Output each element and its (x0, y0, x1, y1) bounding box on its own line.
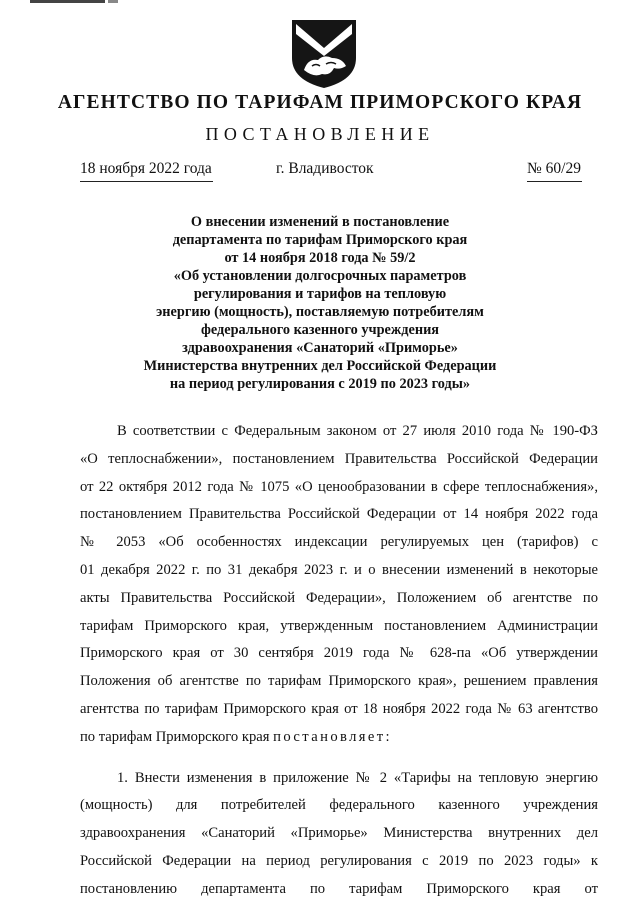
title-line: регулирования и тарифов на тепловую (193, 286, 447, 302)
paragraph-line: «О теплоснабжении», постановлением Правительства Российской Федерации (80, 450, 598, 467)
coat-of-arms-icon (290, 18, 358, 90)
paragraph-line: Положения об агентстве по тарифам Приморского края», решением правления (80, 673, 598, 690)
paragraph-line: акты Правительства Российской Федерации», Положением об агентстве по (80, 589, 598, 606)
paragraph-line: Российской Федерации на период регулирования с 2019 по 2023 годы» к (80, 852, 598, 869)
resolve-word: постановляет: (273, 728, 393, 745)
document-body (80, 418, 598, 904)
title-line: от 14 ноября 2018 года № 59/2 (224, 250, 416, 266)
agency-name: АГЕНТСТВО ПО ТАРИФАМ ПРИМОРСКОГО КРАЯ (57, 92, 583, 113)
paragraph-line: (мощность) для потребителей федерального казенного учреждения (80, 797, 598, 814)
title-line: энергию (мощность), поставляемую потребителям (156, 304, 484, 320)
title-line: здравоохранения «Санаторий «Приморье» (182, 340, 458, 356)
title-line: федерального казенного учреждения (200, 322, 440, 338)
title-line: на период регулирования с 2019 по 2023 годы» (169, 376, 471, 392)
document-date: 18 ноября 2022 года (80, 160, 212, 177)
paragraph-last-line (80, 724, 598, 752)
paragraph-gap (80, 752, 598, 765)
paragraph-line: постановлением Правительства Российской Федерации от 14 ноября 2022 года (80, 506, 598, 523)
title-line: О внесении изменений в постановление (190, 214, 450, 230)
paragraph-line: агентства по тарифам Приморского края от 18 ноября 2022 года № 63 агентство (80, 700, 598, 717)
paragraph-line: постановлению департамента по тарифам Приморского края от (80, 880, 598, 897)
title-line: «Об установлении долгосрочных параметров (173, 268, 467, 284)
resolve-prefix: по тарифам Приморского края (80, 728, 270, 745)
title-line: департамента по тарифам Приморского края (172, 232, 468, 248)
paragraph-line: здравоохранения «Санаторий «Приморье» Министерства внутренних дел (80, 825, 598, 842)
paragraph-line: № 2053 «Об особенностях индексации регулируемых цен (тарифов) с (80, 534, 598, 551)
paragraph-line: от 22 октября 2012 года № 1075 «О ценообразовании в сфере теплоснабжения», (80, 478, 598, 495)
document-title (70, 213, 570, 393)
paragraph-line: В соответствии с Федеральным законом от 27 июля 2010 года № 190-ФЗ (117, 423, 598, 439)
document-city: г. Владивосток (276, 160, 374, 177)
document-type: ПОСТАНОВЛЕНИЕ (205, 124, 435, 144)
title-line: Министерства внутренних дел Российской Федерации (143, 358, 497, 374)
date-underline (80, 181, 213, 182)
scan-artifact (30, 0, 105, 3)
paragraph-line: 1. Внести изменения в приложение № 2 «Тарифы на тепловую энергию (117, 769, 598, 786)
number-underline (527, 181, 582, 182)
paragraph-line: 01 декабря 2022 г. по 31 декабря 2023 г. и о внесении изменений в некоторые (80, 561, 598, 578)
paragraph-line: Приморского края от 30 сентября 2019 года № 628-па «Об утверждении (80, 645, 598, 662)
paragraph-line: тарифам Приморского края, утвержденным постановлением Администрации (80, 617, 598, 634)
document-number: № 60/29 (527, 160, 581, 177)
scan-artifact (108, 0, 118, 3)
